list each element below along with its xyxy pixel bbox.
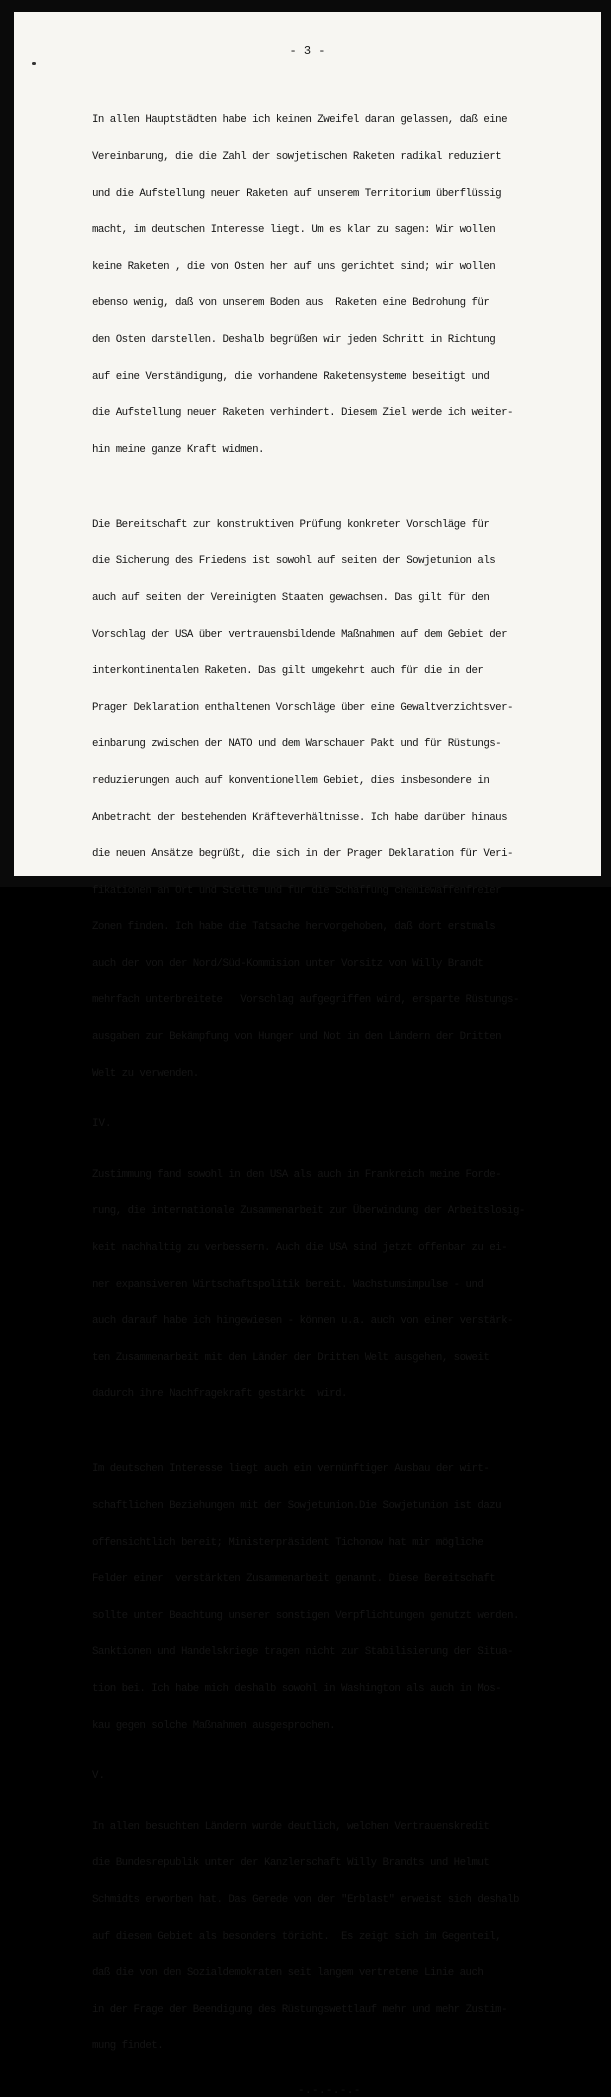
text-line: auch der von der Nord/Süd-Kommision unter Vorsitz von Willy Brandt (92, 957, 484, 970)
text-line: kau gegen solche Maßnahmen ausgesprochen. (92, 1719, 336, 1732)
text-line: die Sicherung des Friedens ist sowohl auf seiten der Sowjetunion als (92, 555, 496, 568)
text-line: ebenso wenig, daß von unserem Boden aus Raketen eine Bedrohung für (92, 297, 490, 310)
text-line: Zonen finden. Ich habe die Tatsache hervorgehoben, daß dort erstmals (92, 921, 496, 934)
text-line: auf eine Verständigung, die vorhandene Raketensysteme beseitigt und (92, 370, 490, 383)
text-line: In allen besuchten Ländern wurde deutlich, welchen Vertrauenskredit (92, 1820, 490, 1833)
text-line: die neuen Ansätze begrüßt, die sich in der Prager Deklaration für Veri- (92, 848, 513, 861)
text-line: Welt zu verwenden. (92, 1067, 199, 1080)
text-line: den Osten darstellen. Deshalb begrüßen wir jeden Schritt in Richtung (92, 333, 496, 346)
text-line: Prager Deklaration enthaltenen Vorschläge über eine Gewaltverzichtsver- (92, 701, 513, 714)
text-line: sollte unter Beachtung unserer sonstigen Verpflichtungen genutzt werden. (92, 1609, 519, 1622)
text-line: dadurch ihre Nachfragekraft gestärkt wird. (92, 1388, 347, 1401)
text-line: einbarung zwischen der NATO und dem Warschauer Pakt und für Rüstungs- (92, 738, 502, 751)
text-line: Im deutschen Interesse liegt auch ein vernünftiger Ausbau der wirt- (92, 1463, 490, 1476)
text-line: daß die von den Sozialdemokraten seit langem vertretene Linie auch (92, 1967, 484, 1980)
text-line: rung, die internationale Zusammenarbeit zur Überwindung der Arbeitslosig- (92, 1205, 525, 1218)
text-line: die Aufstellung neuer Raketen verhindert. Diesem Ziel werde ich weiter- (92, 407, 513, 420)
paragraph-5 (92, 1796, 592, 2077)
document-body (92, 90, 592, 2097)
text-line: Vorschlag der USA über vertrauensbildende Maßnahmen auf dem Gebiet der (92, 628, 508, 641)
text-line: Anbetracht der bestehenden Kräfteverhältnisse. Ich habe darüber hinaus (92, 811, 508, 824)
page-number: - 3 - (289, 44, 326, 58)
text-line: In allen Hauptstädten habe ich keinen Zweifel daran gelassen, daß eine (92, 114, 508, 127)
section-heading-v: V. (92, 1770, 105, 1783)
text-line: macht, im deutschen Interesse liegt. Um es klar zu sagen: Wir wollen (92, 224, 496, 237)
text-line: auch darauf habe ich hingewiesen - können u.a. auch von einer verstärk- (92, 1315, 513, 1328)
paragraph-1 (92, 90, 592, 480)
text-line: mung findet. (92, 2040, 164, 2053)
text-line: Zustimmung fand sowohl in den USA als auch in Frankreich meine Forde- (92, 1168, 502, 1181)
document-page (14, 12, 601, 2097)
text-line: reduzierungen auch auf konventionellem Gebiet, dies insbesondere in (92, 774, 490, 787)
text-line: ten Zusammenarbeit mit den Länder der Dritten Welt ausgehen, soweit (92, 1351, 490, 1364)
text-line: schaftlichen Beziehungen mit der Sowjetunion.Die Sowjetunion ist dazu (92, 1500, 502, 1513)
text-line: Schmidts erworben hat. Das Gerede von der "Erblast" erweist sich deshalb (92, 1893, 519, 1906)
text-line: ausgaben zur Bekämpfung von Hunger und Not in den Ländern der Dritten (92, 1031, 502, 1044)
paragraph-2 (92, 494, 592, 1104)
text-line: offensichtlich bereit; Ministerpräsident Tichonow hat mir mögliche (92, 1536, 484, 1549)
text-line: Vereinbarung, die die Zahl der sowjetischen Raketen radikal reduziert (92, 151, 502, 163)
text-line: die Bundesrepublik unter der Kanzlerschaft Willy Brandts und Helmut (92, 1857, 490, 1870)
paragraph-4 (92, 1439, 592, 1756)
text-line: tion bei. Ich habe mich deshalb sowohl in Washington als auch in Mos- (92, 1682, 502, 1695)
text-line: und die Aufstellung neuer Raketen auf unserem Territorium überflüssig (92, 187, 502, 200)
text-line: Sanktionen und Handelskriege tragen nicht zur Stabilisierung der Situa- (92, 1646, 513, 1659)
end-mark: -.-.-.-.- (298, 2084, 361, 2097)
text-line: in der Frage der Beendigung des Rüstungswettlauf mehr und mehr Zustim- (92, 2003, 508, 2016)
text-line: mehrfach unterbreitete Vorschlag aufgegriffen wird, ersparte Rüstungs- (92, 994, 519, 1007)
text-line: interkontinentalen Raketen. Das gilt umgekehrt auch für die in der (92, 665, 484, 678)
text-line: ner expansiveren Wirtschaftspolitik bereit. Wachstumsimpulse - und (92, 1278, 484, 1291)
text-line: auch auf seiten der Vereinigten Staaten gewachsen. Das gilt für den (92, 591, 490, 604)
text-line: keine Raketen , die von Osten her auf uns gerichtet sind; wir wollen (92, 260, 496, 273)
paragraph-3 (92, 1144, 592, 1425)
text-line: auf diesem Gebiet als besonders töricht. Es zeigt sich im Gegenteil, (92, 1930, 502, 1943)
text-line: Felder einer verstärkten Zusammenarbeit genannt. Diese Bereitschaft (92, 1573, 496, 1586)
text-line: keit nachhaltig zu verbessern. Auch die USA sind jetzt offenbar zu ei- (92, 1242, 508, 1255)
margin-mark (32, 62, 36, 65)
text-line: hin meine ganze Kraft widmen. (92, 443, 264, 456)
text-line: fikationen an Ort und Stelle und für die Schaffung chemiewaffenfreier (92, 884, 502, 897)
section-heading-iv: IV. (92, 1118, 112, 1131)
text-line: Die Bereitschaft zur konstruktiven Prüfung konkreter Vorschläge für (92, 518, 490, 531)
